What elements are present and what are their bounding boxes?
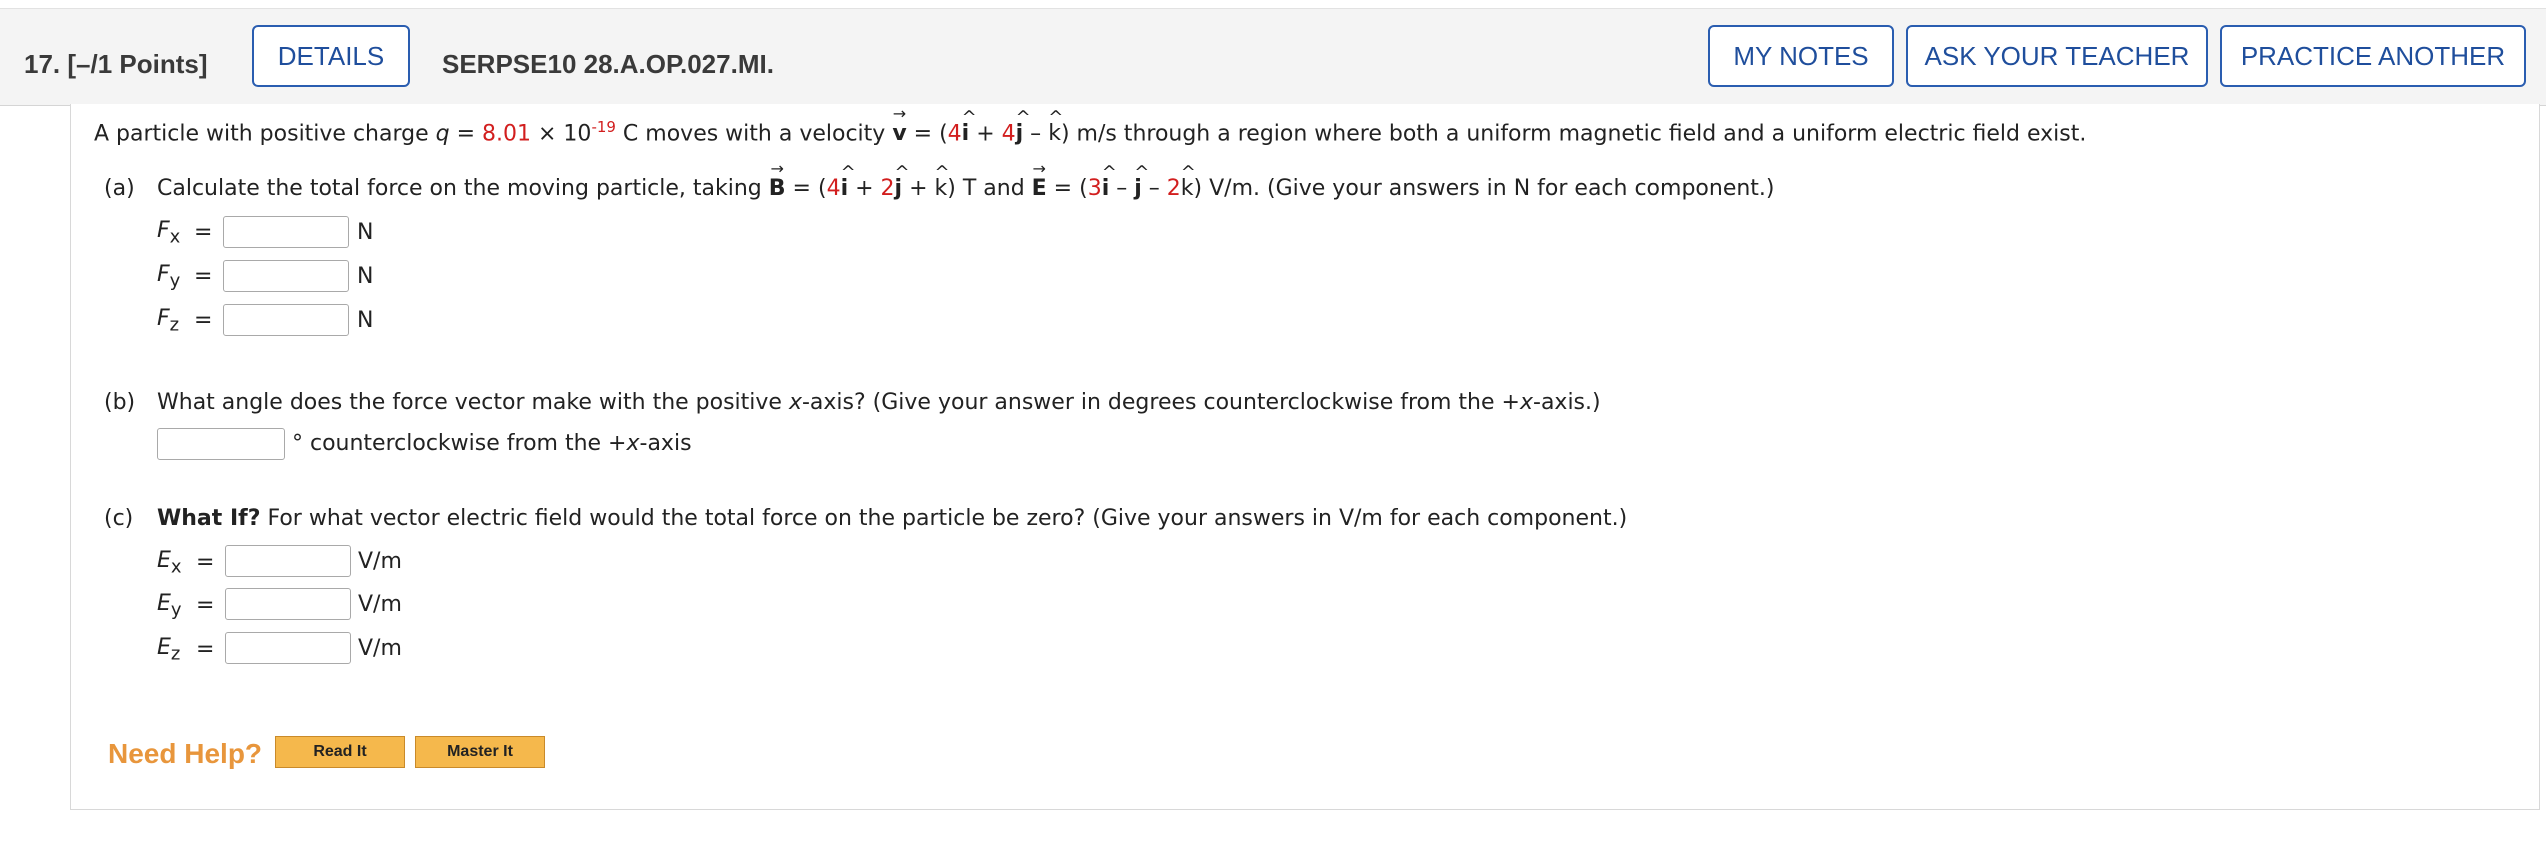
ey-var: E — [157, 591, 171, 616]
part-a-prompt — [157, 176, 1775, 201]
problem-statement — [94, 118, 2086, 146]
equals-sign: = — [196, 593, 215, 618]
velocity-open: = ( — [906, 121, 948, 147]
charge-variable: q — [435, 121, 450, 147]
i-unit-vector: ^ i — [1102, 176, 1110, 201]
fy-unit: N — [357, 264, 374, 289]
charge-exponent: -19 — [591, 118, 616, 136]
equals-sign: = — [194, 264, 213, 289]
e-x-value: 3 — [1087, 176, 1102, 201]
what-if-label: What If? — [157, 506, 261, 531]
times-ten: × 10 — [531, 121, 592, 147]
plus-sign: + — [848, 176, 881, 201]
ez-sub: z — [170, 643, 181, 665]
e-field-vector: → E — [1032, 176, 1047, 201]
ez-label — [157, 635, 180, 664]
part-a-text-2: ) T and — [947, 176, 1032, 201]
ex-label — [157, 548, 182, 577]
angle-unit-text-2: -axis — [639, 431, 692, 456]
points-value: [–/1 Points] — [67, 49, 208, 79]
ey-unit: V/m — [358, 592, 402, 617]
i-unit-vector: ^ i — [962, 121, 970, 146]
k-unit-vector: ^ k — [935, 176, 948, 201]
practice-another-button[interactable]: PRACTICE ANOTHER — [2220, 25, 2526, 87]
plus-sign: + — [902, 176, 935, 201]
my-notes-button[interactable]: MY NOTES — [1708, 25, 1894, 87]
velocity-vector: → v — [892, 121, 906, 146]
need-help-label: Need Help? — [108, 738, 263, 769]
b-field-vector: → B — [769, 176, 786, 201]
part-b-prompt — [157, 390, 1601, 415]
k-unit-vector: ^ k — [1048, 121, 1061, 146]
part-a-label: (a) — [104, 176, 135, 201]
x-variable: x — [788, 390, 802, 415]
fx-unit: N — [357, 220, 374, 245]
master-it-label: Master It — [447, 743, 513, 760]
velocity-x-value: 4 — [947, 121, 962, 147]
b-y-value: 2 — [880, 176, 895, 201]
master-it-button[interactable] — [415, 736, 545, 768]
read-it-button[interactable] — [275, 736, 405, 768]
fx-input[interactable] — [223, 216, 349, 248]
fz-var: F — [157, 306, 170, 331]
i-unit-vector: ^ i — [841, 176, 849, 201]
x-variable: x — [1519, 390, 1533, 415]
j-unit-vector: ^ j — [1134, 176, 1142, 201]
ex-var: E — [157, 548, 171, 573]
fy-sub: y — [169, 270, 181, 292]
fy-label — [157, 262, 180, 291]
assignment-code: SERPSE10 28.A.OP.027.MI. — [442, 49, 774, 79]
minus-sign: – — [1023, 121, 1049, 147]
part-c-label: (c) — [104, 506, 134, 531]
intro-text: A particle with positive charge — [94, 121, 436, 147]
equals-sign: = — [196, 637, 215, 662]
part-c-text: For what vector electric field would the total force on the particle be zero? (Give your answers in V/m for each component.) — [260, 506, 1628, 531]
part-b-text-3: -axis.) — [1533, 390, 1601, 415]
ey-label — [157, 591, 182, 620]
read-it-label: Read It — [313, 743, 367, 760]
minus-sign: – — [1109, 176, 1135, 201]
intro-text-3: ) m/s through a region where both a uniform magnetic field and a uniform electric field exist. — [1060, 121, 2087, 147]
fz-label — [157, 306, 179, 335]
fx-sub: x — [169, 226, 181, 248]
j-unit-vector: ^ j — [895, 176, 903, 201]
fx-label — [157, 218, 180, 247]
ez-input[interactable] — [225, 632, 351, 664]
fz-input[interactable] — [223, 304, 349, 336]
equals-sign: = — [194, 308, 213, 333]
e-open: = ( — [1046, 176, 1088, 201]
question-body — [70, 104, 2540, 810]
ex-input[interactable] — [225, 545, 351, 577]
part-c-prompt — [157, 506, 1627, 531]
fx-var: F — [157, 218, 170, 243]
ask-your-teacher-button[interactable]: ASK YOUR TEACHER — [1906, 25, 2208, 87]
e-z-value: 2 — [1166, 176, 1181, 201]
velocity-y-value: 4 — [1001, 121, 1016, 147]
j-unit-vector: ^ j — [1016, 121, 1024, 146]
intro-text-2: C moves with a velocity — [615, 121, 893, 147]
part-b-label: (b) — [104, 390, 136, 415]
angle-unit — [292, 431, 692, 456]
equals-sign: = — [194, 220, 213, 245]
ex-sub: x — [170, 556, 182, 578]
ez-var: E — [157, 635, 171, 660]
b-open: = ( — [785, 176, 827, 201]
equals-sign: = — [449, 121, 483, 147]
part-a-text-3: ) V/m. (Give your answers in N for each component.) — [1193, 176, 1775, 201]
x-variable: x — [626, 431, 640, 456]
part-b-text: What angle does the force vector make with the positive — [157, 390, 789, 415]
angle-input[interactable] — [157, 428, 285, 460]
equals-sign: = — [196, 550, 215, 575]
ez-unit: V/m — [358, 636, 402, 661]
angle-unit-text: ° counterclockwise from the + — [292, 431, 627, 456]
ex-unit: V/m — [358, 549, 402, 574]
fz-sub: z — [169, 314, 180, 336]
charge-value: 8.01 — [482, 121, 532, 147]
k-unit-vector: ^ k — [1181, 176, 1194, 201]
details-button[interactable]: DETAILS — [252, 25, 410, 87]
b-x-value: 4 — [826, 176, 841, 201]
ey-input[interactable] — [225, 588, 351, 620]
fy-var: F — [157, 262, 170, 287]
fz-unit: N — [357, 308, 374, 333]
minus-sign: – — [1141, 176, 1167, 201]
question-number-value: 17. — [24, 49, 61, 79]
question-header — [0, 8, 2546, 106]
question-number — [24, 49, 208, 80]
part-b-text-2: -axis? (Give your answer in degrees counterclockwise from the + — [801, 390, 1520, 415]
ey-sub: y — [170, 599, 182, 621]
plus-sign: + — [969, 121, 1002, 147]
part-a-text: Calculate the total force on the moving particle, taking — [157, 176, 769, 201]
fy-input[interactable] — [223, 260, 349, 292]
